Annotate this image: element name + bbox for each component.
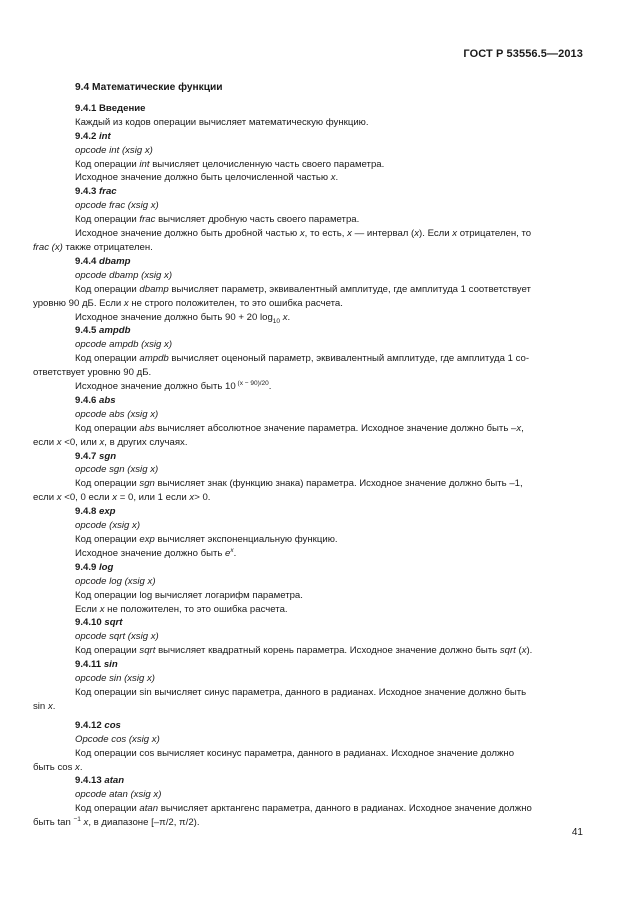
subsection-heading: 9.4.11 sin bbox=[75, 659, 118, 671]
opcode-syntax: opcode frac (xsig x) bbox=[75, 200, 159, 212]
paragraph: Код операции frac вычисляет дробную часть своего параметра. bbox=[75, 214, 360, 226]
opcode-syntax: opcode abs (xsig x) bbox=[75, 408, 159, 420]
opcode-syntax: opcode sqrt (xsig x) bbox=[75, 631, 159, 643]
subsection-heading: 9.4.8 exp bbox=[75, 506, 116, 518]
subsection-heading: 9.4.4 dbamp bbox=[75, 255, 131, 267]
opcode-syntax: opcode int (xsig x) bbox=[75, 144, 153, 156]
opcode-syntax: Opcode cos (xsig x) bbox=[75, 733, 160, 745]
paragraph: Код операции exp вычисляет экспоненциальную функцию. bbox=[75, 534, 338, 545]
subsection-heading: 9.4.3 frac bbox=[75, 186, 117, 198]
paragraph: Код операции int вычисляет целочисленную часть своего параметра. bbox=[75, 158, 385, 170]
subsection-heading: 9.4.1 Введение bbox=[75, 102, 146, 114]
opcode-syntax: opcode sin (xsig x) bbox=[75, 673, 155, 685]
formula-paragraph: Исходное значение должно быть $e^x$. bbox=[75, 546, 237, 559]
paragraph: Исходное значение должно быть дробной частью x, то есть, x — интервал (x). Если x отрицателен, то frac (x) также отрицателен. bbox=[33, 228, 532, 253]
paragraph: Код операции sqrt вычисляет квадратный корень параметра. Исходное значение должно быть sqrt (x). bbox=[75, 645, 533, 657]
paragraph: Код операции sgn вычисляет знак (функцию знака) параметра. Исходное значение должно быть –1, если x <0, 0 если x = 0, или 1 если x> 0. bbox=[33, 478, 523, 504]
subsection-heading: 9.4.7 sgn bbox=[75, 450, 117, 462]
opcode-syntax: opcode log (xsig x) bbox=[75, 575, 156, 587]
paragraph: Если x не положителен, то это ошибка расчета. bbox=[75, 603, 288, 615]
subsection-heading: 9.4.12 cos bbox=[75, 719, 121, 731]
subsection-heading: 9.4.9 log bbox=[75, 561, 114, 573]
subsection-heading: 9.4.13 atan bbox=[75, 775, 125, 787]
paragraph: Код операции atan вычисляет арктангенс параметра, данного в радианах. Исходное значение должно быть tan $^{-1}$ x, в диапазоне [–π/2, π/2). bbox=[33, 803, 532, 829]
subsection-heading: 9.4.10 sqrt bbox=[75, 617, 123, 629]
formula-paragraph: Исходное значение должно быть 10 $^{(x - 90)/20}$. bbox=[75, 379, 272, 393]
paragraph: Код операции sin вычисляет синус параметра, данного в радианах. Исходное значение должно быть sin x. bbox=[33, 686, 527, 712]
page-number: 41 bbox=[571, 827, 583, 838]
subsection-heading: 9.4.6 abs bbox=[75, 394, 116, 406]
opcode-syntax: opcode atan (xsig x) bbox=[75, 789, 162, 801]
subsection-heading: 9.4.5 ampdb bbox=[75, 325, 131, 337]
section-title: 9.4 Математические функции bbox=[75, 82, 223, 93]
paragraph: Каждый из кодов операции вычисляет математическую функцию. bbox=[75, 116, 369, 128]
paragraph: Код операции cos вычисляет косинус параметра, данного в радианах. Исходное значение должно быть cos x. bbox=[33, 747, 515, 773]
opcode-syntax: opcode ampdb (xsig x) bbox=[75, 339, 173, 351]
opcode-syntax: opcode dbamp (xsig x) bbox=[75, 269, 173, 281]
subsection-heading: 9.4.2 int bbox=[75, 130, 111, 142]
opcode-syntax: opcode (xsig x) bbox=[75, 520, 141, 532]
paragraph: Исходное значение должно быть целочисленной частью x. bbox=[75, 172, 339, 184]
opcode-syntax: opcode sgn (xsig x) bbox=[75, 464, 159, 476]
paragraph: Код операции dbamp вычисляет параметр, эквивалентный амплитуде, где амплитуда 1 соответствует уровню 90 дБ. Если x не строго положителен, то это ошибка расчета. bbox=[33, 283, 531, 309]
paragraph: Код операции ampdb вычисляет оценоный параметр, эквивалентный амплитуде, где амплитуда 1 со- ответствует уровню 90 дБ. bbox=[33, 353, 530, 379]
page-content bbox=[33, 81, 583, 830]
paragraph: Код операции abs вычисляет абсолютное значение параметра. Исходное значение должно быть –x, если x <0, или x, в других случаях. bbox=[33, 422, 524, 448]
formula-paragraph: Исходное значение должно быть 90 + 20 $\log_{10} x$. bbox=[75, 311, 291, 325]
paragraph: Код операции log вычисляет логарифм параметра. bbox=[75, 589, 303, 601]
document-header: ГОСТ Р 53556.5—2013 bbox=[463, 48, 583, 60]
